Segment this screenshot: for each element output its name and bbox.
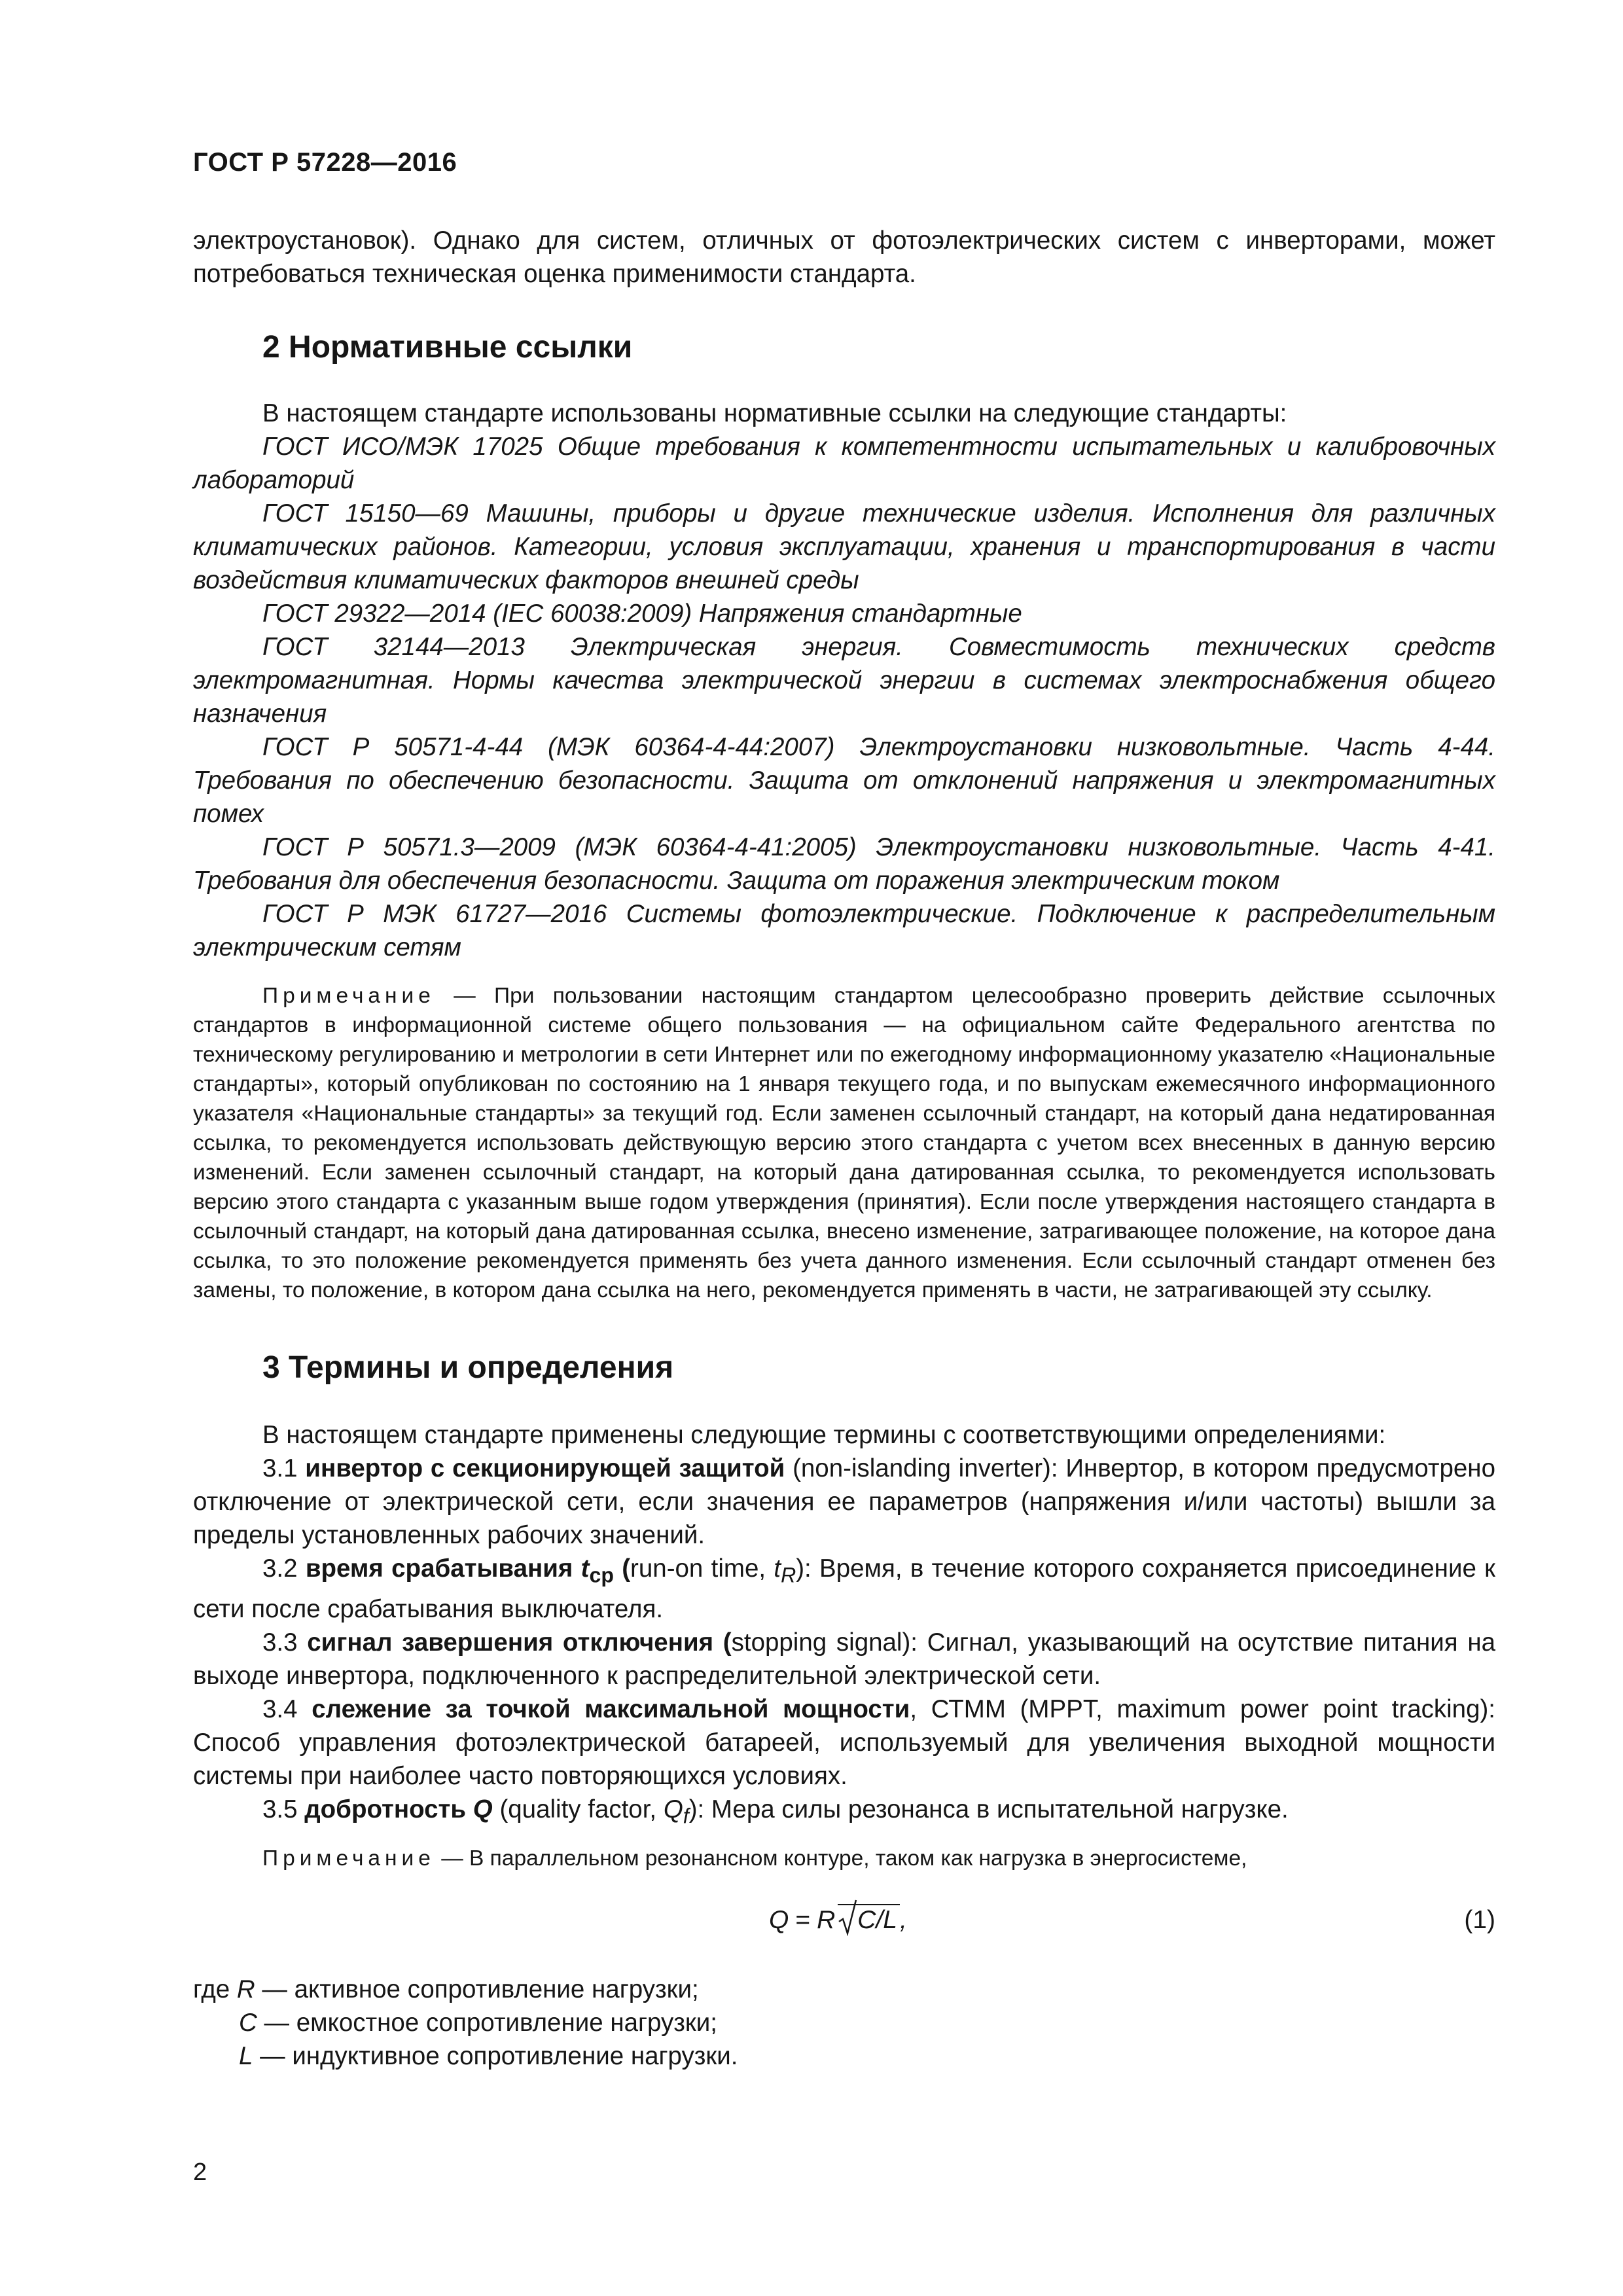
section-3-intro: В настоящем стандарте применены следующие термины с соответствующими определениями:: [262, 1421, 1386, 1449]
normative-reference: ГОСТ Р 50571.3—2009 (МЭК 60364-4-41:2005) Электроустановки низковольтные. Часть 4-41. Требования для обеспечения безопасности. Защита от поражения электрическим током: [193, 833, 1495, 895]
where-line: где R — активное сопротивление нагрузки;: [193, 1975, 699, 2004]
radicand: C/L: [838, 1904, 900, 1935]
term-3-2: 3.2 время срабатывания $t_{ср}$ (run-on time, $t_R$): Время, в течение которого сохраняется присоединение к сети после срабатывания выключателя.: [193, 1554, 1495, 1623]
term-symbol: Q: [473, 1795, 493, 1823]
variable-symbol: R: [236, 1975, 255, 2004]
section-3-note: [193, 1844, 1495, 1873]
normative-reference: ГОСТ ИСО/МЭК 17025 Общие требования к компетентности испытательных и калибровочных лабораторий: [193, 433, 1495, 494]
formula-expression: [769, 1903, 907, 1937]
section-2-note: [193, 981, 1495, 1305]
formula-1: [193, 1881, 1495, 1960]
section-2-title: 2 Нормативные ссылки: [262, 330, 633, 365]
term-3-5: 3.5 добротность Q (quality factor, $Q_f$): Мера силы резонанса в испытательной нагрузке.: [262, 1795, 1289, 1828]
term-symbol: t: [580, 1554, 590, 1583]
section-2-intro: В настоящем стандарте использованы нормативные ссылки на следующие стандарты:: [262, 399, 1287, 427]
page-content: [193, 224, 1495, 2073]
normative-reference: ГОСТ Р МЭК 61727—2016 Системы фотоэлектрические. Подключение к распределительным электрическим сетям: [193, 900, 1495, 961]
formula-equals: =: [795, 1906, 811, 1935]
note-label: Примечание: [262, 1846, 435, 1871]
square-root: [838, 1903, 900, 1937]
normative-reference: ГОСТ Р 50571-4-44 (МЭК 60364-4-44:2007) Электроустановки низковольтные. Часть 4-44. Требования по обеспечению безопасности. Защита от отклонений напряжения и электромагнитных помех: [193, 733, 1495, 828]
where-line: C — емкостное сопротивление нагрузки;: [239, 2009, 717, 2037]
section-3-title: 3 Термины и определения: [262, 1350, 674, 1385]
term-name: инвертор с секционирующей защитой: [305, 1454, 785, 1482]
variable-symbol: L: [239, 2042, 253, 2071]
normative-reference: ГОСТ 29322—2014 (IEC 60038:2009) Напряжения стандартные: [262, 600, 1022, 628]
formula-r: R: [817, 1906, 836, 1935]
term-name: время срабатывания: [305, 1554, 581, 1583]
term-3-1: 3.1 инвертор с секционирующей защитой (non-islanding inverter): Инвертор, в котором предусмотрено отключение от электрической сети, если значения ее параметров (напряжения и/или частоты) вышли за пределы установленных рабочих значений.: [193, 1454, 1495, 1549]
term-name: сигнал завершения отключения (: [307, 1628, 732, 1657]
normative-reference: ГОСТ 15150—69 Машины, приборы и другие технические изделия. Исполнения для различных климатических районов. Категории, условия эксплуатации, хранения и транспортирования в части воздействия климатических факторов внешней среды: [193, 499, 1495, 594]
term-name: слежение за точкой максимальной мощности: [312, 1695, 910, 1723]
term-3-3: 3.3 сигнал завершения отключения (stopping signal): Сигнал, указывающий на осутствие питания на выходе инвертора, подключенного к распределительной электрической сети.: [193, 1628, 1495, 1690]
where-line: L — индуктивное сопротивление нагрузки.: [239, 2042, 738, 2071]
term-name: добротность: [304, 1795, 473, 1823]
note-text: — При пользовании настоящим стандартом целесообразно проверить действие ссылочных стандартов в информационной системе общего пользования — на официальном сайте Федерального агентства по техническому регулированию и метрологии в сети Интернет или по ежегодному информационному указателю «Национальные стандарты», который опубликован по состоянию на 1 января текущего года, и по выпускам ежемесячного информационного указателя «Национальные стандарты» за текущий год. Если заменен ссылочный стандарт, на который дана недатированная ссылка, то рекомендуется использовать действующую версию этого стандарта с учетом всех внесенных в данную версию изменений. Если заменен ссылочный стандарт, на который дана датированная ссылка, то рекомендуется использовать версию этого стандарта с указанным выше годом утверждения (принятия). Если после утверждения настоящего стандарта в ссылочный стандарт, на который дана датированная ссылка, внесено изменение, затрагивающее положение, на которое дана ссылка, то это положение рекомендуется применять без учета данного изменения. Если ссылочный стандарт отменен без замены, то положение, в котором дана ссылка на него, рекомендуется применять в части, не затрагивающей эту ссылку.: [193, 984, 1495, 1302]
normative-reference: ГОСТ 32144—2013 Электрическая энергия. Совместимость технических средств электромагнитная. Нормы качества электрической энергии в системах электроснабжения общего назначения: [193, 633, 1495, 728]
equation-number: (1): [1464, 1906, 1495, 1935]
variable-symbol: C: [239, 2009, 257, 2037]
formula-lhs: Q: [769, 1906, 789, 1935]
note-text: — В параллельном резонансном контуре, таком как нагрузка в энергосистеме,: [435, 1846, 1247, 1871]
page-number: 2: [193, 2159, 207, 2186]
note-label: Примечание: [262, 984, 435, 1008]
intro-continuation: электроустановок). Однако для систем, отличных от фотоэлектрических систем с инверторами, может потребоваться техническая оценка применимости стандарта.: [193, 226, 1495, 288]
standard-code-header: ГОСТ Р 57228—2016: [193, 148, 457, 177]
term-3-4: 3.4 слежение за точкой максимальной мощности, СТММ (MPPT, maximum power point tracking): Способ управления фотоэлектрической батареей, используемый для увеличения выходной мощности системы при наиболее часто повторяющихся условиях.: [193, 1695, 1495, 1790]
formula-tail: ,: [900, 1906, 907, 1935]
radical-sign-icon: [838, 1899, 857, 1936]
